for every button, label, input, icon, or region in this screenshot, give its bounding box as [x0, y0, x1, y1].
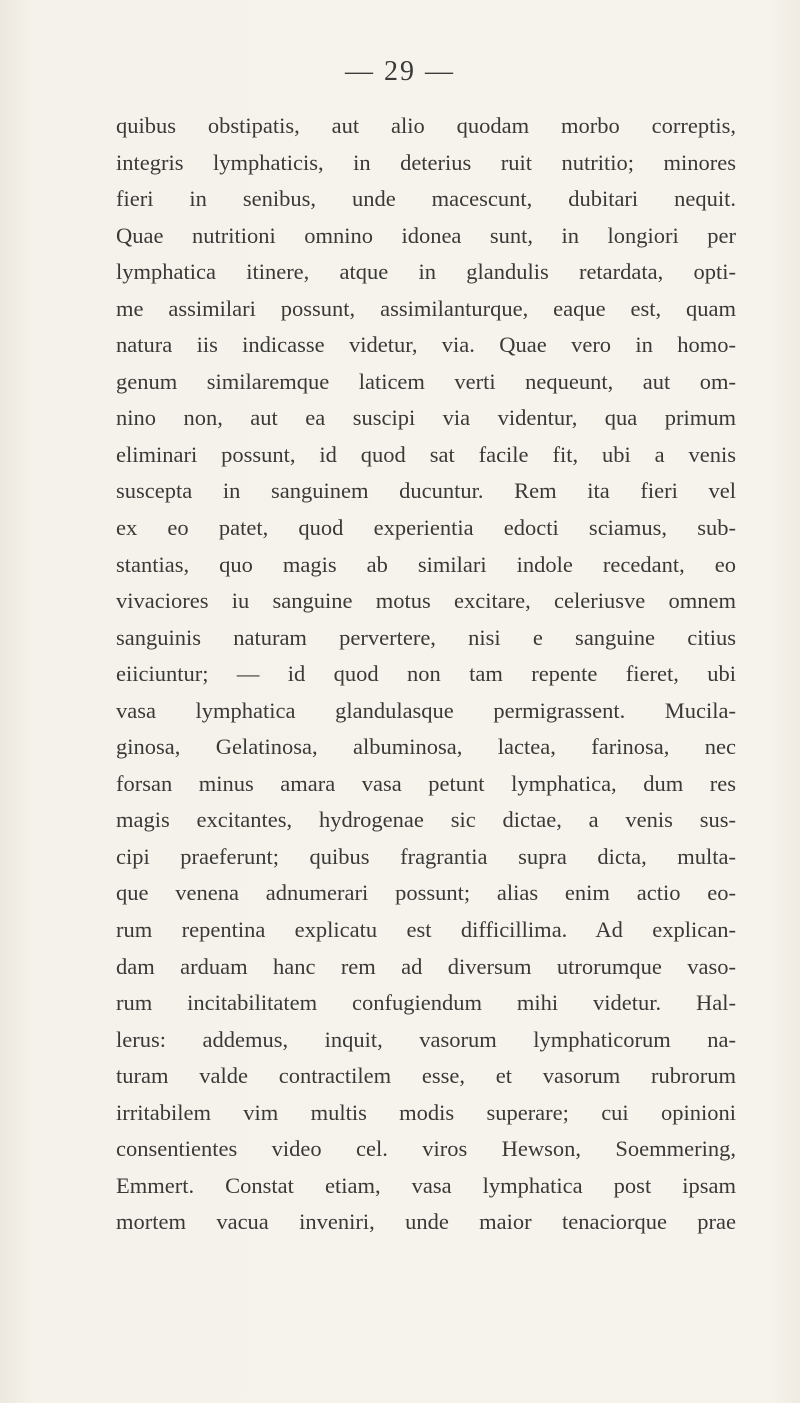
text-line-16: eiiciuntur; — id quod non tam repente fieret, ubi: [116, 661, 736, 687]
text-line-8: genum similaremque laticem verti nequeunt, aut om-: [116, 368, 736, 394]
text-line-29: consentientes video cel. viros Hewson, Soemmering,: [116, 1136, 736, 1162]
text-line-1: quibus obstipatis, aut alio quodam morbo correptis,: [116, 113, 736, 138]
text-line-19: forsan minus amara vasa petunt lymphatica, dum res: [116, 770, 736, 796]
page-number: — 29 —: [345, 56, 455, 87]
text-line-14: vivaciores iu sanguine motus excitare, celeriusve omnem: [116, 588, 736, 614]
text-line-30: Emmert. Constat etiam, vasa lymphatica post ipsam: [116, 1172, 736, 1198]
text-line-15: sanguinis naturam pervertere, nisi e sanguine citius: [116, 624, 736, 650]
text-line-31: mortem vacua inveniri, unde maior tenaciorque prae: [116, 1209, 736, 1235]
text-line-11: suscepta in sanguinem ducuntur. Rem ita fieri vel: [116, 478, 736, 504]
text-line-6: me assimilari possunt, assimilanturque, eaque est, quam: [116, 295, 736, 321]
text-line-17: vasa lymphatica glandulasque permigrassent. Mucila-: [116, 697, 736, 723]
text-line-12: ex eo patet, quod experientia edocti sciamus, sub-: [116, 515, 736, 541]
text-line-27: turam valde contractilem esse, et vasorum rubrorum: [116, 1063, 736, 1089]
text-line-26: lerus: addemus, inquit, vasorum lymphaticorum na-: [116, 1026, 736, 1052]
text-line-28: irritabilem vim multis modis superare; cui opinioni: [116, 1099, 736, 1125]
text-line-22: que venena adnumerari possunt; alias enim actio eo-: [116, 880, 736, 906]
text-line-21: cipi praeferunt; quibus fragrantia supra dicta, multa-: [116, 843, 736, 869]
text-line-25: rum incitabilitatem confugiendum mihi videtur. Hal-: [116, 990, 736, 1016]
text-line-20: magis excitantes, hydrogenae sic dictae, a venis sus-: [116, 807, 736, 833]
text-line-9: nino non, aut ea suscipi via videntur, qua primum: [116, 405, 736, 431]
text-line-7: natura iis indicasse videtur, via. Quae vero in homo-: [116, 332, 736, 358]
text-line-23: rum repentina explicatu est difficillima. Ad explican-: [116, 917, 736, 943]
text-line-2: integris lymphaticis, in deterius ruit nutritio; minores: [116, 149, 736, 175]
text-line-18: ginosa, Gelatinosa, albuminosa, lactea, farinosa, nec: [116, 734, 736, 760]
text-line-10: eliminari possunt, id quod sat facile fit, ubi a venis: [116, 441, 736, 467]
text-line-4: Quae nutritioni omnino idonea sunt, in longiori per: [116, 222, 736, 248]
body-text: [116, 108, 736, 1241]
text-line-3: fieri in senibus, unde macescunt, dubitari nequit.: [116, 186, 736, 212]
text-line-5: lymphatica itinere, atque in glandulis retardata, opti-: [116, 259, 736, 285]
text-line-24: dam arduam hanc rem ad diversum utrorumque vaso-: [116, 953, 736, 979]
text-line-13: stantias, quo magis ab similari indole recedant, eo: [116, 551, 736, 577]
